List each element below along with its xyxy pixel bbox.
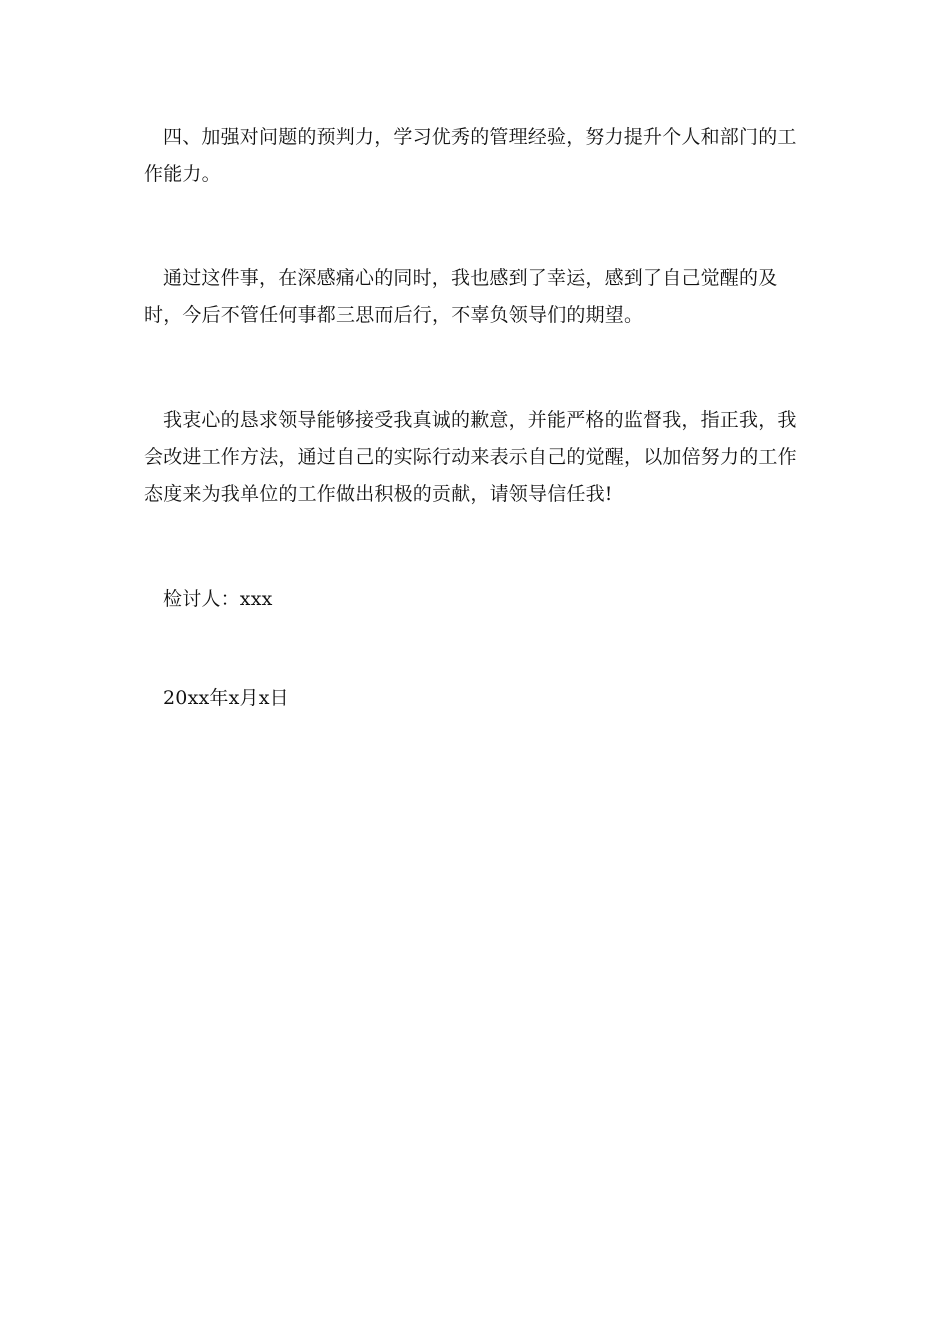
paragraph-apology-request: 我衷心的恳求领导能够接受我真诚的歉意，并能严格的监督我，指正我，我会改进工作方法，通过自己的实际行动来表示自己的觉醒，以加倍努力的工作态度来为我单位的工作做出积极的贡献，请领导信任我! (144, 409, 797, 505)
date-line: 20xx年x月x日 (163, 687, 289, 709)
signature-line: 检讨人：xxx (163, 588, 273, 610)
paragraph-reflection: 通过这件事，在深感痛心的同时，我也感到了幸运，感到了自己觉醒的及时，今后不管任何事都三思而后行，不辜负领导们的期望。 (144, 267, 778, 326)
paragraph-improvement-point-four: 四、加强对问题的预判力，学习优秀的管理经验，努力提升个人和部门的工作能力。 (144, 126, 797, 185)
